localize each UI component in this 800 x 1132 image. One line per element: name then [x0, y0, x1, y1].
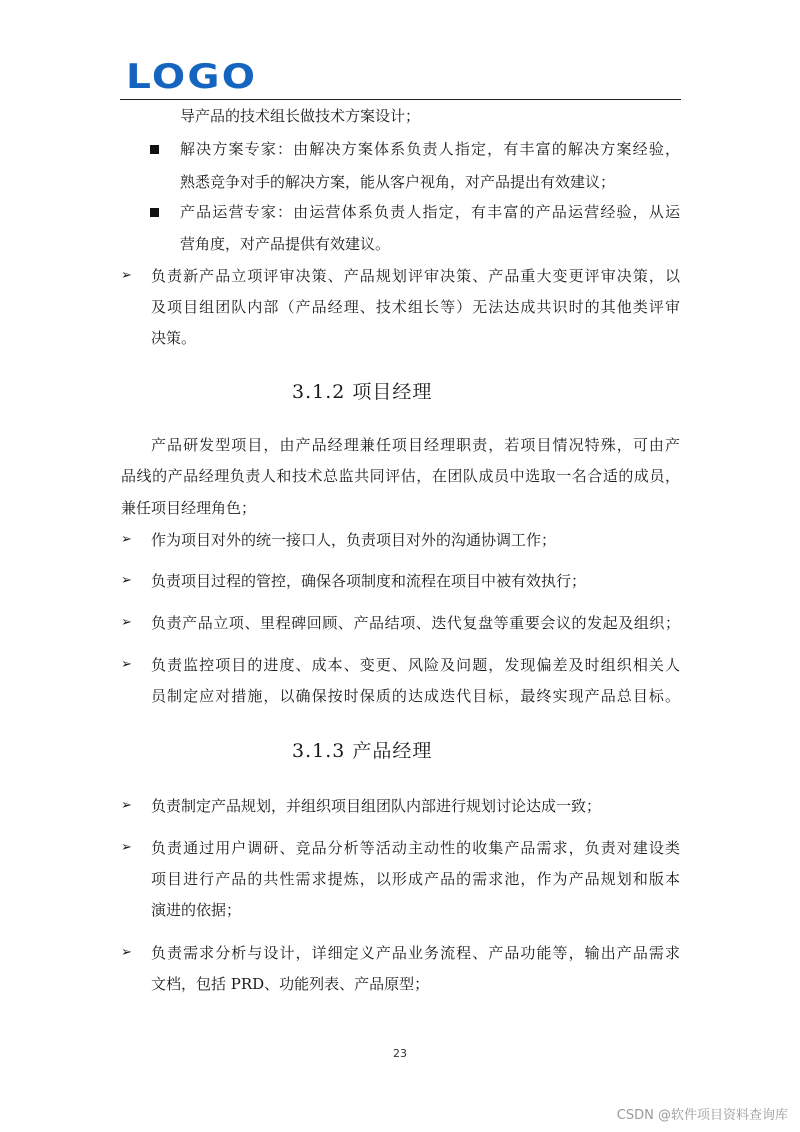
list-item-line: 负责产品立项、里程碑回顾、产品结项、迭代复盘等重要会议的发起及组织； [151, 614, 680, 632]
list-item-line: 熟悉竞争对手的解决方案，能从客户视角，对产品提出有效建议； [180, 173, 616, 191]
list-item-line: 负责制定产品规划，并组织项目组团队内部进行规划讨论达成一致； [151, 797, 602, 815]
paragraph-line: 品线的产品经理负责人和技术总监共同评估，在团队成员中选取一名合适的成员， [121, 467, 680, 485]
paragraph-line: 产品研发型项目，由产品经理兼任项目经理职责，若项目情况特殊，可由产 [151, 436, 680, 454]
section-heading: 3.1.3 产品经理 [292, 740, 433, 762]
list-item-line: 项目进行产品的共性需求提炼，以形成产品的需求池，作为产品规划和版本 [151, 870, 680, 888]
list-item-line: 负责需求分析与设计，详细定义产品业务流程、产品功能等，输出产品需求 [151, 944, 680, 962]
paragraph-line: 兼任项目经理角色； [121, 499, 257, 517]
list-item-line: 及项目组团队内部（产品经理、技术组长等）无法达成共识时的其他类评审 [151, 298, 680, 316]
list-item-line: 演进的依据； [151, 901, 242, 919]
list-item-line: 负责监控项目的进度、成本、变更、风险及问题，发现偏差及时组织相关人 [151, 656, 680, 674]
arrow-bullet-icon: ➢ [121, 657, 132, 672]
arrow-bullet-icon: ➢ [121, 945, 132, 960]
list-item-line: 负责通过用户调研、竞品分析等活动主动性的收集产品需求，负责对建设类 [151, 839, 680, 857]
square-bullet-icon [150, 208, 159, 217]
arrow-bullet-icon: ➢ [121, 840, 132, 855]
continuation-line: 导产品的技术组长做技术方案设计； [180, 107, 421, 125]
list-item-line: 决策。 [151, 329, 197, 347]
arrow-bullet-icon: ➢ [121, 615, 132, 630]
arrow-bullet-icon: ➢ [121, 532, 132, 547]
list-item-line: 员制定应对措施，以确保按时保质的达成迭代目标，最终实现产品总目标。 [151, 687, 680, 705]
list-item-line: 文档，包括 PRD、功能列表、产品原型； [151, 975, 430, 993]
arrow-bullet-icon: ➢ [121, 268, 132, 283]
list-item-line: 负责项目过程的管控，确保各项制度和流程在项目中被有效执行； [151, 572, 587, 590]
section-heading: 3.1.2 项目经理 [292, 381, 433, 403]
list-item-line: 产品运营专家：由运营体系负责人指定，有丰富的产品运营经验，从运 [180, 203, 680, 221]
list-item-line: 营角度，对产品提供有效建议。 [180, 235, 391, 253]
page-number: 23 [393, 1047, 407, 1060]
header-divider [120, 99, 681, 100]
logo: LOGO [126, 57, 258, 97]
square-bullet-icon [150, 145, 159, 154]
watermark: CSDN @软件项目资料查询库 [616, 1108, 788, 1123]
arrow-bullet-icon: ➢ [121, 798, 132, 813]
list-item-line: 作为项目对外的统一接口人，负责项目对外的沟通协调工作； [151, 531, 557, 549]
list-item-line: 负责新产品立项评审决策、产品规划评审决策、产品重大变更评审决策，以 [151, 267, 680, 285]
arrow-bullet-icon: ➢ [121, 573, 132, 588]
list-item-line: 解决方案专家：由解决方案体系负责人指定，有丰富的解决方案经验， [180, 140, 680, 158]
